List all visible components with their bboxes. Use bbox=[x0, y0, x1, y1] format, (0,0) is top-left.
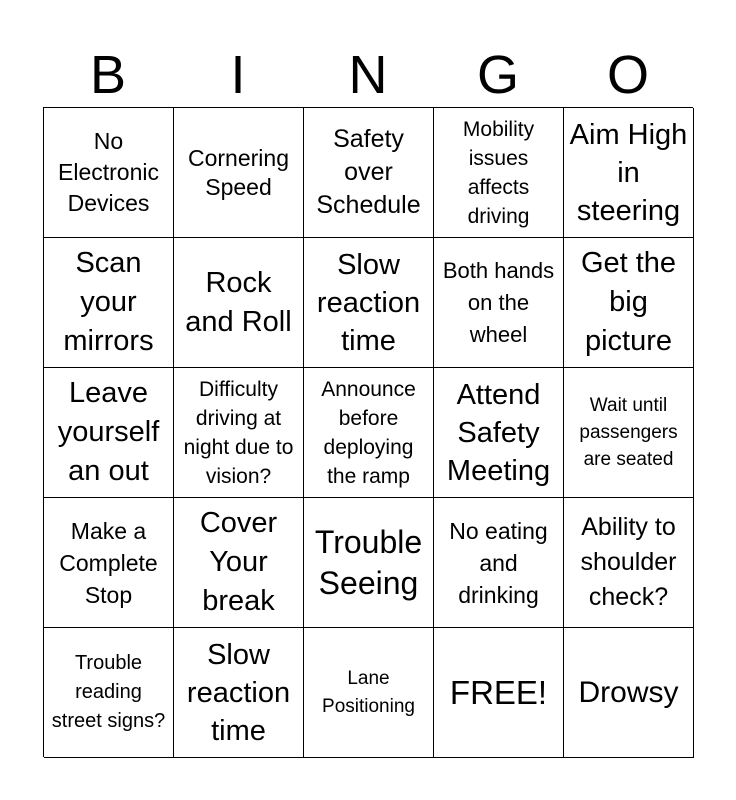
bingo-cell[interactable] bbox=[564, 368, 694, 498]
cell-text: Aim High in steering bbox=[569, 118, 688, 227]
bingo-cell[interactable] bbox=[44, 108, 174, 238]
cell-text: Leave yourself an out bbox=[57, 377, 160, 487]
cell-text: Slow reaction time bbox=[316, 248, 421, 357]
cell-text: Both hands on the wheel bbox=[442, 257, 555, 347]
cell-text: Scan your mirrors bbox=[63, 247, 154, 357]
bingo-cell[interactable] bbox=[434, 238, 564, 368]
header-letter-g: G bbox=[476, 45, 519, 105]
cell-text: Drowsy bbox=[578, 675, 679, 709]
bingo-cell[interactable] bbox=[564, 238, 694, 368]
bingo-card-grid bbox=[43, 107, 693, 757]
cell-text: Cornering Speed bbox=[188, 144, 289, 200]
bingo-cell[interactable] bbox=[174, 628, 304, 758]
bingo-cell[interactable] bbox=[44, 368, 174, 498]
cell-text: Ability to shoulder check? bbox=[580, 513, 677, 611]
bingo-header bbox=[43, 42, 693, 108]
cell-text: Get the big picture bbox=[580, 247, 677, 357]
bingo-cell[interactable] bbox=[564, 108, 694, 238]
bingo-cell[interactable] bbox=[174, 108, 304, 238]
cell-text: Make a Complete Stop bbox=[59, 517, 158, 608]
header-letter-b: B bbox=[89, 45, 127, 105]
cell-text: Slow reaction time bbox=[186, 638, 291, 747]
cell-text: Wait until passengers are seated bbox=[579, 395, 678, 470]
bingo-cell[interactable] bbox=[174, 368, 304, 498]
bingo-cell[interactable] bbox=[174, 238, 304, 368]
cell-text: Rock and Roll bbox=[185, 266, 292, 338]
cell-text: Attend Safety Meeting bbox=[446, 378, 551, 487]
bingo-cell[interactable] bbox=[564, 628, 694, 758]
cell-text: Lane Positioning bbox=[322, 667, 415, 717]
cell-text: FREE! bbox=[449, 673, 548, 711]
cell-text: No Electronic Devices bbox=[58, 128, 159, 216]
cell-text: Announce before deploying the ramp bbox=[321, 377, 416, 488]
bingo-cell[interactable] bbox=[434, 368, 564, 498]
bingo-cell[interactable] bbox=[44, 238, 174, 368]
bingo-cell[interactable] bbox=[564, 498, 694, 628]
cell-text: Safety over Schedule bbox=[316, 125, 421, 219]
bingo-cell[interactable] bbox=[304, 368, 434, 498]
cell-text: Difficulty driving at night due to vision? bbox=[183, 377, 294, 488]
cell-text: Trouble reading street signs? bbox=[51, 652, 166, 732]
bingo-cell[interactable] bbox=[304, 628, 434, 758]
bingo-cell[interactable] bbox=[304, 498, 434, 628]
cell-text: No eating and drinking bbox=[449, 517, 548, 608]
header-letter-n: N bbox=[348, 45, 388, 105]
cell-text: Cover Your break bbox=[199, 507, 278, 617]
header-letter-o: O bbox=[606, 45, 649, 105]
bingo-cell[interactable] bbox=[434, 498, 564, 628]
bingo-cell[interactable] bbox=[44, 628, 174, 758]
cell-text: Trouble Seeing bbox=[314, 523, 423, 601]
bingo-cell[interactable] bbox=[434, 108, 564, 238]
cell-text: Mobility issues affects driving bbox=[462, 117, 535, 228]
bingo-cell[interactable] bbox=[44, 498, 174, 628]
bingo-cell[interactable] bbox=[174, 498, 304, 628]
bingo-cell[interactable] bbox=[304, 238, 434, 368]
header-letter-i: I bbox=[230, 45, 246, 105]
bingo-free-space[interactable] bbox=[434, 628, 564, 758]
bingo-cell[interactable] bbox=[304, 108, 434, 238]
